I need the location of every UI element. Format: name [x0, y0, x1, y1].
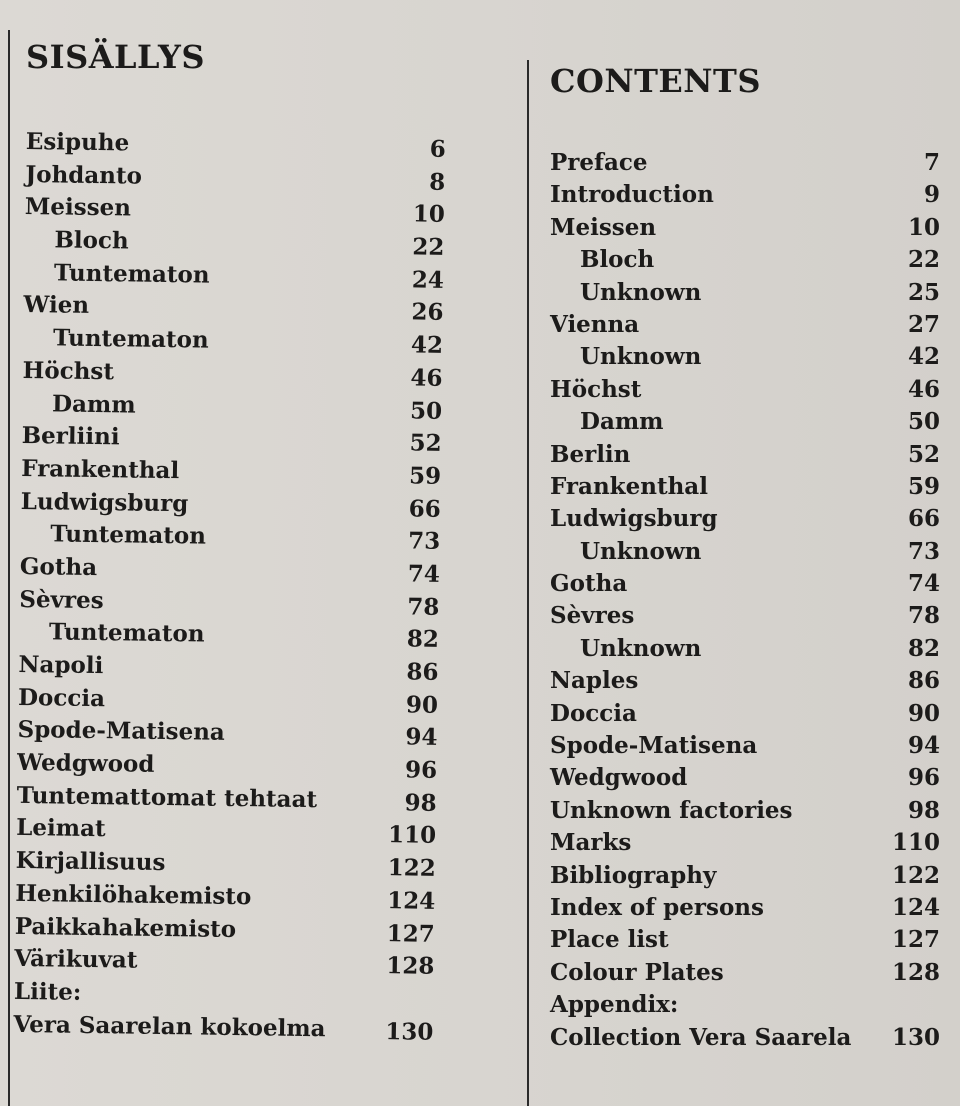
toc-entry-page-number: 98 [404, 789, 437, 817]
toc-entry-title: Sèvres [19, 585, 104, 614]
toc-entry-page-number: 66 [907, 505, 940, 533]
toc-entry-page-number: 42 [410, 331, 444, 359]
toc-entry-page-number: 59 [408, 462, 442, 490]
toc-entry-page-number: 52 [907, 440, 940, 468]
toc-entry-title: Damm [580, 408, 664, 436]
toc-entry-title: Damm [51, 389, 136, 419]
toc-entry-title: Place list [550, 926, 669, 954]
toc-entry-page-number: 78 [407, 592, 440, 621]
toc-entry [550, 343, 940, 375]
toc-entry-page-number: 90 [907, 699, 940, 727]
toc-entry-title: Unknown [580, 278, 702, 306]
toc-entry-page-number: 74 [407, 560, 440, 588]
toc-entry-page-number: 42 [907, 343, 940, 371]
toc-entry-title: Berlin [550, 440, 631, 468]
toc-entry-page-number: 94 [405, 723, 438, 752]
toc-entry [550, 667, 940, 699]
toc-entry [550, 635, 940, 667]
toc-entry [550, 311, 940, 343]
toc-entry-page-number: 22 [412, 233, 445, 261]
finnish-heading: SISÄLLYS [26, 38, 205, 76]
toc-entry-page-number: 82 [907, 634, 940, 662]
toc-entry-title: Unknown factories [550, 796, 793, 824]
toc-entry [550, 214, 940, 246]
toc-entry [550, 764, 940, 796]
toc-entry-page-number: 96 [404, 756, 438, 784]
toc-entry [550, 570, 940, 602]
toc-entry [550, 700, 940, 732]
toc-entry-title: Spode-Matisena [550, 732, 758, 760]
toc-entry-title: Spode-Matisena [17, 716, 225, 747]
toc-entry-title: Meissen [550, 213, 657, 241]
toc-entry-page-number: 50 [907, 408, 940, 436]
toc-entry-page-number: 22 [907, 246, 940, 274]
toc-entry-page-number: 130 [891, 1023, 940, 1051]
toc-entry [550, 181, 940, 213]
toc-entry [550, 538, 940, 570]
left-margin-rule [8, 30, 10, 1106]
toc-entry-title: Colour Plates [550, 958, 724, 986]
toc-entry-page-number: 10 [907, 213, 940, 241]
toc-entry-title: Paikkahakemisto [14, 912, 237, 943]
toc-entry-title: Tuntematon [50, 520, 207, 550]
toc-entry-title: Index of persons [550, 893, 764, 921]
toc-entry-page-number: 124 [387, 886, 436, 915]
toc-entry [13, 1010, 433, 1049]
toc-entry-page-number: 98 [907, 796, 940, 824]
toc-entry-title: Leimat [16, 814, 106, 843]
column-divider-rule [527, 60, 529, 1106]
toc-entry-page-number: 86 [907, 667, 940, 695]
toc-entry [550, 602, 940, 634]
toc-entry-page-number: 127 [891, 926, 940, 954]
toc-entry [550, 473, 940, 505]
toc-entry-title: Johdanto [25, 160, 143, 190]
toc-entry-title: Frankenthal [550, 472, 708, 500]
toc-entry-title: Tuntemattomat tehtaat [16, 781, 318, 813]
toc-entry-page-number: 110 [387, 821, 437, 850]
toc-entry-title: Gotha [550, 570, 628, 598]
toc-entry-page-number: 66 [408, 494, 441, 523]
toc-entry-title: Doccia [550, 699, 637, 727]
toc-entry-title: Naples [550, 667, 639, 695]
toc-entry-page-number: 82 [406, 625, 440, 654]
toc-entry-page-number: 122 [891, 861, 940, 889]
toc-entry-page-number: 6 [429, 135, 446, 163]
toc-entry [550, 862, 940, 894]
toc-entry-title: Sèvres [550, 602, 635, 630]
toc-entry-title: Wedgwood [550, 764, 688, 792]
toc-entry [550, 732, 940, 764]
toc-entry-title: Tuntematon [53, 259, 210, 289]
toc-entry-title: Wien [23, 291, 90, 320]
toc-entry-title: Tuntematon [52, 324, 209, 354]
toc-entry-page-number: 8 [429, 168, 446, 196]
toc-entry-page-number: 94 [907, 732, 940, 760]
toc-entry [550, 408, 940, 440]
toc-entry-page-number: 26 [411, 298, 444, 327]
toc-entry-page-number: 10 [412, 200, 446, 229]
toc-entry-title: Kirjallisuus [15, 847, 166, 877]
toc-entry-title: Värikuvat [14, 945, 138, 974]
toc-entry-page-number: 46 [907, 375, 940, 403]
toc-entry-page-number: 46 [410, 364, 443, 392]
toc-entry-title: Preface [550, 149, 648, 176]
toc-entry-title: Wedgwood [16, 749, 155, 778]
toc-entry-page-number: 52 [409, 429, 442, 458]
toc-entry-title: Frankenthal [21, 454, 180, 485]
toc-entry-title: Unknown [580, 343, 702, 371]
finnish-entry-list [13, 128, 446, 1049]
toc-entry-title: Ludwigsburg [550, 505, 718, 533]
toc-entry-title: Bloch [54, 226, 129, 255]
toc-entry [550, 894, 940, 926]
toc-entry-title: Unknown [580, 634, 702, 662]
toc-entry-page-number: 24 [411, 266, 445, 294]
toc-entry-page-number: 78 [907, 602, 940, 630]
toc-entry-page-number: 74 [907, 570, 940, 598]
toc-entry-title: Höchst [22, 356, 115, 386]
toc-entry-title: Berliini [21, 422, 120, 451]
toc-entry-page-number: 50 [409, 396, 443, 425]
toc-entry-page-number: 25 [907, 278, 940, 306]
toc-entry [550, 926, 940, 958]
toc-entry-page-number: 128 [386, 952, 435, 980]
toc-entry [550, 959, 940, 991]
toc-entry-page-number: 59 [907, 472, 940, 500]
toc-entry [550, 279, 940, 311]
toc-entry-title: Höchst [550, 375, 642, 403]
toc-entry-page-number: 96 [907, 764, 940, 792]
toc-entry [550, 991, 940, 1023]
toc-entry-page-number: 7 [923, 149, 940, 176]
toc-entry-title: Napoli [18, 650, 104, 680]
toc-entry-page-number: 90 [405, 691, 439, 719]
toc-entry-page-number: 128 [891, 958, 940, 986]
toc-entry [550, 829, 940, 861]
toc-entry-page-number: 110 [891, 829, 940, 857]
toc-entry-title: Collection Vera Saarela [550, 1023, 852, 1051]
english-entry-list [550, 149, 940, 1056]
toc-entry [550, 149, 940, 181]
toc-entry-title: Appendix: [550, 991, 679, 1019]
toc-entry-title: Liite: [13, 977, 82, 1006]
toc-entry [550, 441, 940, 473]
toc-entry-page-number: 9 [923, 181, 940, 209]
toc-entry-page-number: 86 [406, 658, 439, 686]
toc-entry-title: Ludwigsburg [20, 487, 189, 517]
toc-entry-page-number: 27 [907, 310, 940, 338]
toc-entry [550, 797, 940, 829]
toc-entry-title: Vienna [550, 310, 640, 338]
toc-entry-page-number: 73 [408, 527, 441, 556]
toc-entry-page-number: 73 [907, 537, 940, 565]
toc-entry [550, 505, 940, 537]
toc-entry-title: Doccia [17, 683, 106, 712]
toc-entry-title: Gotha [19, 552, 98, 581]
toc-entry [550, 246, 940, 278]
toc-entry-page-number: 124 [891, 893, 940, 921]
toc-entry-title: Marks [550, 829, 632, 857]
english-heading: CONTENTS [550, 62, 761, 100]
toc-entry [550, 376, 940, 408]
toc-entry-title: Esipuhe [25, 128, 130, 157]
toc-entry-title: Introduction [550, 181, 714, 209]
toc-entry-title: Bloch [580, 246, 655, 274]
toc-entry-title: Unknown [580, 537, 702, 565]
toc-entry-title: Vera Saarelan kokoelma [13, 1010, 326, 1042]
toc-entry-title: Tuntematon [48, 618, 205, 648]
toc-entry-title: Bibliography [550, 861, 717, 889]
toc-entry-title: Henkilöhakemisto [15, 879, 252, 911]
toc-entry-page-number: 122 [387, 854, 436, 882]
toc-entry-page-number: 130 [385, 1017, 434, 1046]
toc-entry-page-number: 127 [386, 919, 435, 948]
toc-entry-title: Meissen [24, 193, 132, 222]
toc-entry [550, 1024, 940, 1056]
